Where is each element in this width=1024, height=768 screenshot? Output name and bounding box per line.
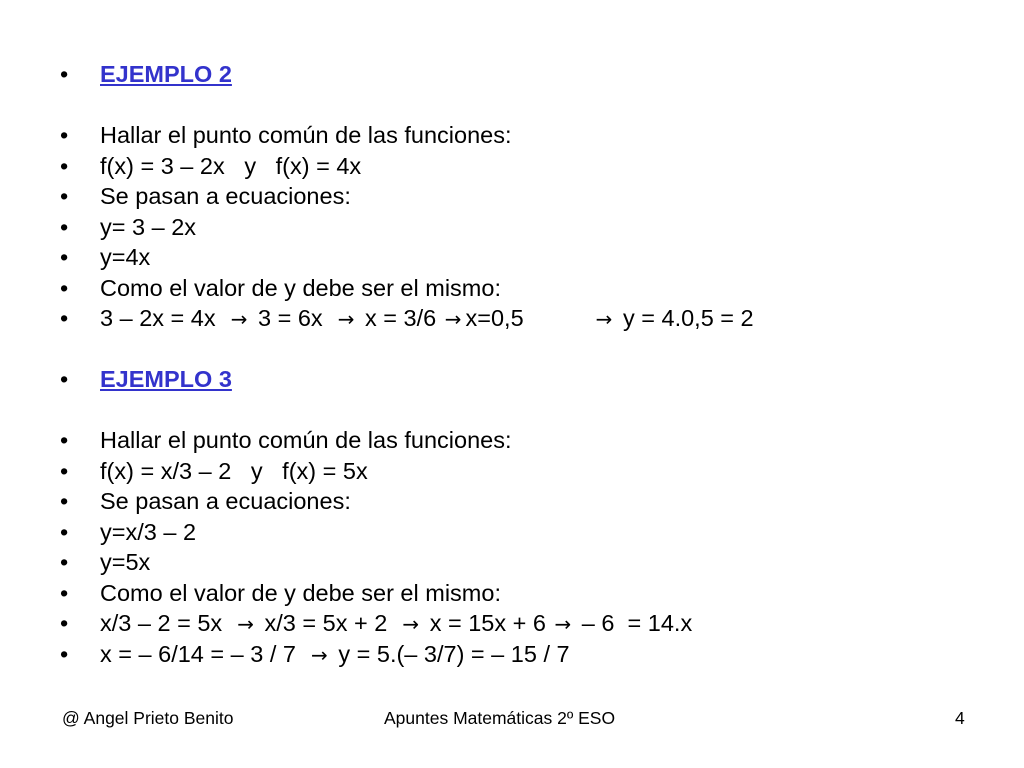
bullet-icon: • [60, 488, 69, 514]
example-3-heading-line [60, 364, 1000, 395]
right-arrow-icon: → [444, 307, 462, 331]
equation-step: x = – 6/14 = – 3 / 7 [100, 640, 296, 667]
spacer [60, 90, 1000, 121]
equation-step: 3 – 2x = 4x [100, 305, 216, 331]
right-arrow-icon: → [595, 307, 613, 331]
bullet-icon: • [60, 152, 69, 179]
bullet-icon: • [60, 213, 69, 240]
bullet-icon: • [60, 579, 69, 606]
right-arrow-icon: → [554, 612, 572, 636]
equation-step: 3 = 6x [257, 305, 323, 331]
example-2-line-7 [60, 303, 1000, 334]
example-3-line-4-text: y=x/3 – 2 [100, 518, 197, 545]
example-2-line-1 [60, 120, 1000, 151]
equation-step: x=0,5 [465, 305, 524, 331]
slide-footer [0, 704, 1024, 732]
example-2-line-5-text: y=4x [100, 244, 151, 270]
bullet-icon: • [60, 183, 69, 209]
bullet-icon: • [60, 640, 69, 667]
example-2-line-2 [60, 151, 1000, 182]
spacer [60, 395, 1000, 426]
example-3-line-4 [60, 517, 1000, 548]
example-3-line-7 [60, 608, 1000, 639]
right-arrow-icon: → [237, 612, 254, 636]
example-2-line-4 [60, 212, 1000, 243]
equation-step: – 6 = 14.x [581, 610, 693, 636]
example-3-line-7-text [100, 608, 692, 640]
slide-content [60, 59, 1000, 669]
example-3-line-2 [60, 456, 1000, 487]
footer-title: Apuntes Matemáticas 2º ESO [384, 708, 616, 728]
equation-step: x/3 – 2 = 5x [100, 610, 223, 636]
example-3-line-6 [60, 578, 1000, 609]
right-arrow-icon: → [337, 307, 355, 331]
example-2-heading[interactable]: EJEMPLO 2 [100, 61, 232, 87]
example-3-line-5-text: y=5x [100, 549, 151, 575]
bullet-icon: • [60, 274, 69, 301]
example-3-line-2-text: f(x) = x/3 – 2 y f(x) = 5x [100, 457, 368, 484]
example-3-line-1-text: Hallar el punto común de las funciones: [100, 427, 512, 453]
example-2-line-1-text: Hallar el punto común de las funciones: [100, 122, 512, 148]
example-2-line-4-text: y= 3 – 2x [100, 213, 197, 240]
example-3-line-8-text [100, 639, 570, 671]
example-2-line-3-text: Se pasan a ecuaciones: [100, 183, 351, 209]
right-arrow-icon: → [230, 307, 248, 331]
example-3-line-8 [60, 639, 1000, 670]
bullet-icon: • [60, 610, 69, 636]
example-2-line-5 [60, 242, 1000, 273]
bullet-icon: • [60, 122, 69, 148]
example-2-line-7-text [100, 303, 754, 335]
example-3-line-3-text: Se pasan a ecuaciones: [100, 488, 351, 514]
right-arrow-icon: → [402, 612, 420, 636]
equation-step: x = 15x + 6 [429, 610, 546, 636]
equation-step: y = 5.(– 3/7) = – 15 / 7 [338, 640, 570, 667]
bullet-icon: • [60, 244, 69, 270]
footer-author: @ Angel Prieto Benito [62, 708, 234, 728]
equation-step: x/3 = 5x + 2 [264, 610, 388, 636]
bullet-icon: • [60, 427, 69, 453]
example-2-heading-line [60, 59, 1000, 90]
example-2-line-3 [60, 181, 1000, 212]
example-2-line-6-text: Como el valor de y debe ser el mismo: [100, 274, 501, 301]
example-3-line-6-text: Como el valor de y debe ser el mismo: [100, 579, 501, 606]
bullet-icon: • [60, 366, 69, 392]
bullet-icon: • [60, 518, 69, 545]
example-3-line-1 [60, 425, 1000, 456]
bullet-icon: • [60, 305, 69, 331]
footer-page-number: 4 [955, 708, 965, 728]
right-arrow-icon: → [311, 642, 328, 667]
equation-step: x = 3/6 [365, 305, 437, 331]
spacer [60, 334, 1000, 365]
bullet-icon: • [60, 457, 69, 484]
example-3-line-3 [60, 486, 1000, 517]
bullet-icon: • [60, 61, 69, 87]
example-3-line-5 [60, 547, 1000, 578]
example-2-line-2-text: f(x) = 3 – 2x y f(x) = 4x [100, 152, 362, 179]
bullet-icon: • [60, 549, 69, 575]
example-2-line-6 [60, 273, 1000, 304]
example-3-heading[interactable]: EJEMPLO 3 [100, 366, 232, 392]
equation-step: y = 4.0,5 = 2 [622, 305, 754, 331]
